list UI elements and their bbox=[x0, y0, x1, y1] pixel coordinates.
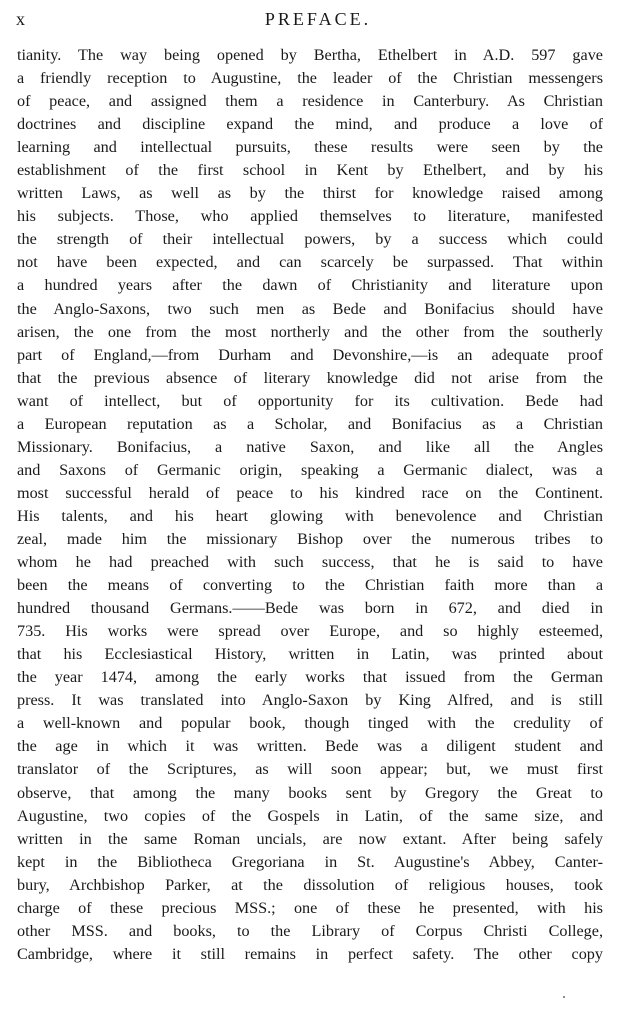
text-line: zeal, made him the missionary Bishop over the numerous tribes to bbox=[17, 529, 603, 548]
text-line: been the means of converting to the Christian faith more than a bbox=[17, 576, 603, 595]
text-line: a European reputation as a Scholar, and Bonifacius as a Christian bbox=[17, 414, 603, 433]
text-line: the year 1474, among the early works that issued from the German bbox=[17, 668, 603, 687]
text-line: Missionary. Bonifacius, a native Saxon, and like all the Angles bbox=[17, 437, 603, 456]
text-line: and Saxons of Germanic origin, speaking a Germanic dialect, was a bbox=[17, 460, 603, 479]
text-line: that the previous absence of literary knowledge did not arise from the bbox=[17, 368, 603, 387]
text-line: whom he had preached with such success, that he is said to have bbox=[17, 553, 603, 572]
text-line: written Laws, as well as by the thirst for knowledge raised among bbox=[17, 184, 603, 203]
text-line: of peace, and assigned them a residence in Canterbury. As Christian bbox=[17, 92, 603, 111]
text-line: a well-known and popular book, though tinged with the credulity of bbox=[17, 714, 603, 733]
text-line: the Anglo-Saxons, two such men as Bede and Bonifacius should have bbox=[17, 299, 603, 318]
running-head bbox=[16, 6, 604, 32]
text-line: written in the same Roman uncials, are now extant. After being safely bbox=[17, 829, 603, 848]
text-line: that his Ecclesiastical History, written in Latin, was printed about bbox=[17, 645, 603, 664]
text-line: bury, Archbishop Parker, at the dissolution of religious houses, took bbox=[17, 875, 603, 894]
text-line: learning and intellectual pursuits, these results were seen by the bbox=[17, 138, 603, 157]
text-line: want of intellect, but of opportunity for its cultivation. Bede had bbox=[17, 391, 603, 410]
paper-speck bbox=[563, 996, 565, 998]
text-line: tianity. The way being opened by Bertha, Ethelbert in A.D. 597 gave bbox=[17, 46, 603, 64]
text-line: Augustine, two copies of the Gospels in Latin, of the same size, and bbox=[17, 806, 603, 825]
text-line: hundred thousand Germans.——Bede was born in 672, and died in bbox=[17, 599, 603, 618]
text-line: a hundred years after the dawn of Christianity and literature upon bbox=[17, 276, 603, 295]
running-title: PREFACE. bbox=[264, 9, 372, 29]
text-line: most successful herald of peace to his kindred race on the Continent. bbox=[17, 483, 603, 502]
text-line: arisen, the one from the most northerly and the other from the southerly bbox=[17, 322, 603, 341]
text-line: the strength of their intellectual powers, by a success which could bbox=[17, 230, 603, 249]
text-line: translator of the Scriptures, as will soon appear; but, we must first bbox=[17, 760, 603, 779]
text-line: the age in which it was written. Bede was a diligent student and bbox=[17, 737, 603, 756]
page-number: x bbox=[16, 9, 25, 29]
text-line: His talents, and his heart glowing with benevolence and Christian bbox=[17, 506, 603, 525]
text-line: 735. His works were spread over Europe, and so highly esteemed, bbox=[17, 622, 603, 641]
text-line: his subjects. Those, who applied themselves to literature, manifested bbox=[17, 207, 603, 226]
text-line: press. It was translated into Anglo-Saxon by King Alfred, and is still bbox=[17, 691, 603, 710]
body-text bbox=[17, 44, 603, 966]
text-line: kept in the Bibliotheca Gregoriana in St. Augustine's Abbey, Canter- bbox=[17, 852, 603, 871]
text-line: other MSS. and books, to the Library of Corpus Christi College, bbox=[17, 921, 603, 940]
text-line: a friendly reception to Augustine, the leader of the Christian messengers bbox=[17, 69, 603, 88]
text-line: part of England,—from Durham and Devonshire,—is an adequate proof bbox=[17, 345, 603, 364]
text-line: doctrines and discipline expand the mind, and produce a love of bbox=[17, 115, 603, 134]
text-line: establishment of the first school in Kent by Ethelbert, and by his bbox=[17, 161, 603, 180]
text-line: Cambridge, where it still remains in perfect safety. The other copy bbox=[17, 944, 603, 963]
text-line: observe, that among the many books sent by Gregory the Great to bbox=[17, 783, 603, 802]
text-line: not have been expected, and can scarcely be surpassed. That within bbox=[17, 253, 603, 272]
text-line: charge of these precious MSS.; one of these he presented, with his bbox=[17, 898, 603, 917]
